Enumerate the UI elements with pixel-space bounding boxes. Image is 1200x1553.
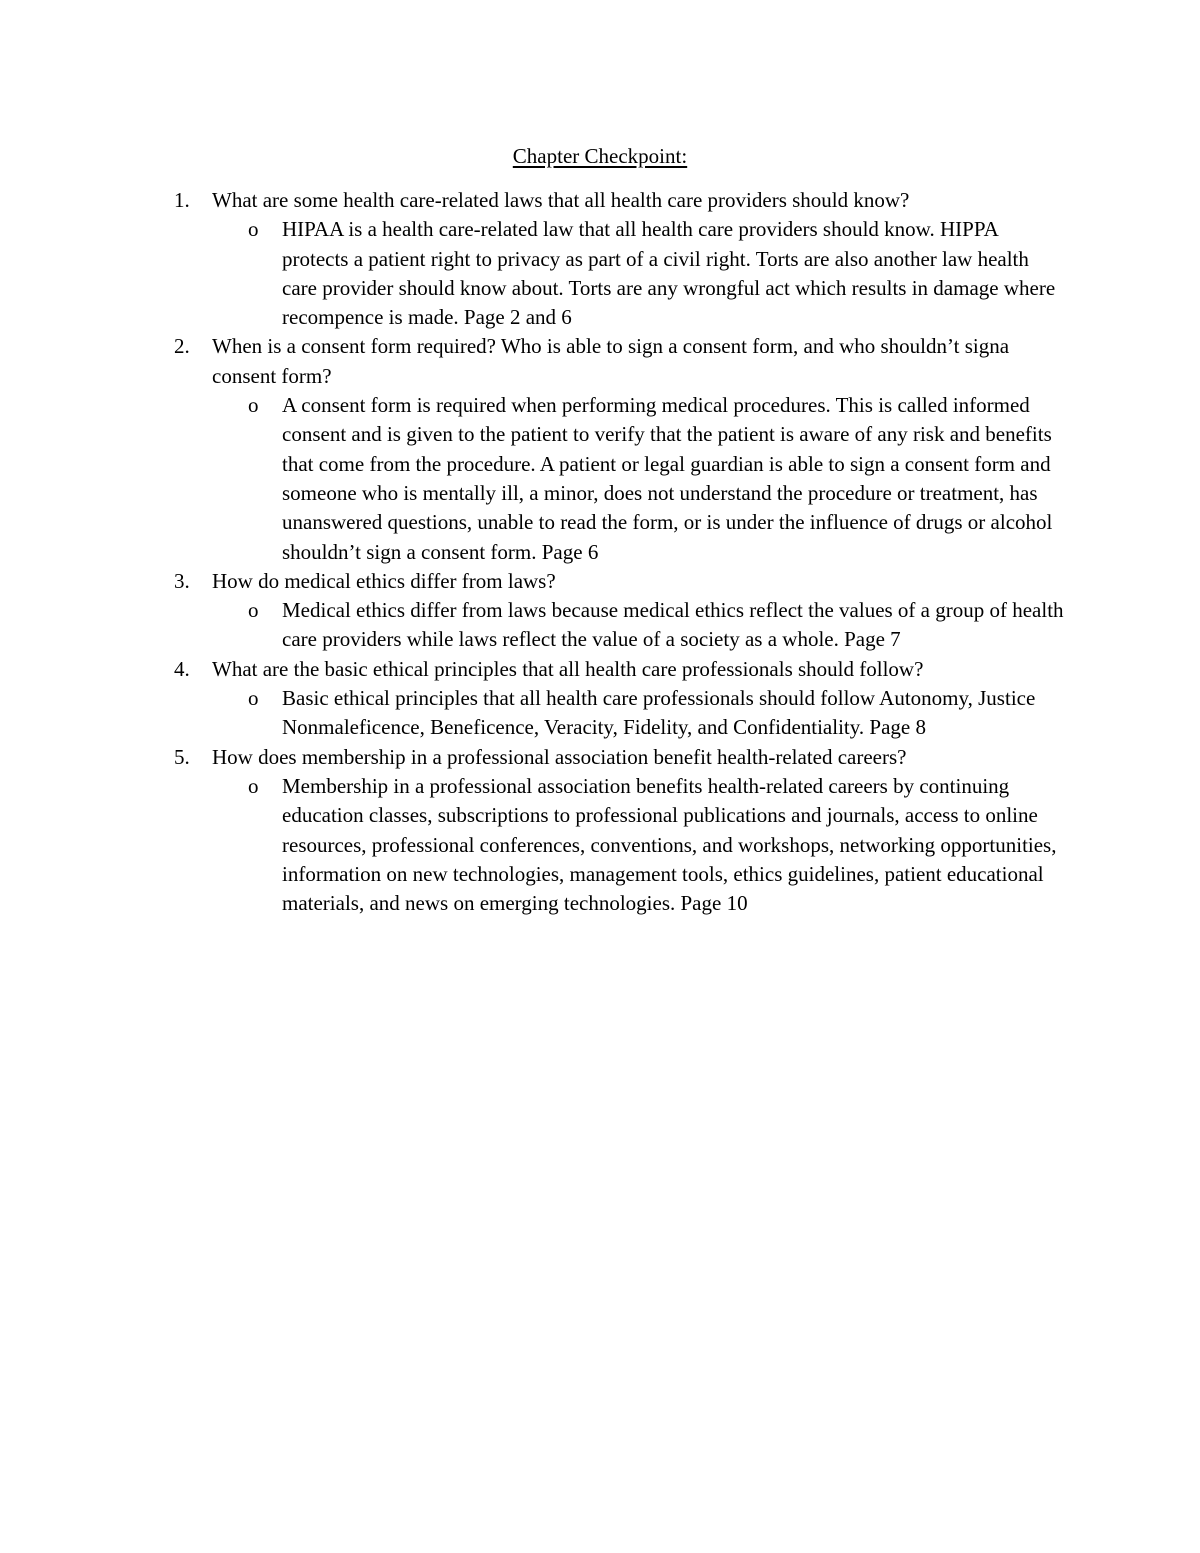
list-item-3 bbox=[174, 567, 1074, 655]
answer-text: Medical ethics differ from laws because medical ethics reflect the values of a group of health care providers while laws reflect the value of a society as a whole. Page 7 bbox=[282, 598, 1064, 652]
answer-block bbox=[248, 596, 1064, 655]
list-item-1 bbox=[174, 186, 1074, 332]
hollow-bullet-icon: o bbox=[248, 773, 259, 798]
question-text: When is a consent form required? Who is able to sign a consent form, and who shouldn’t signa consent form? bbox=[212, 334, 1010, 388]
question-text: How do medical ethics differ from laws? bbox=[212, 568, 556, 593]
answer-text: Basic ethical principles that all health care professionals should follow Autonomy, Justice Nonmaleficence, Beneficence, Veracity, Fidelity, and Confidentiality. Page 8 bbox=[282, 686, 1036, 740]
answer-text: Membership in a professional association benefits health-related careers by continuing education classes, subscriptions to professional publications and journals, access to online resources, professional conferences, conventions, and workshops, networking opportunities, information on new technologies, management tools, ethics guidelines, patient educational materials, and news on emerging technologies. Page 10 bbox=[282, 773, 1057, 916]
answer-block bbox=[248, 215, 1064, 332]
list-item-4 bbox=[174, 655, 1074, 743]
list-item-5 bbox=[174, 743, 1074, 919]
question-number: 3. bbox=[174, 568, 190, 593]
question-number: 1. bbox=[174, 188, 190, 212]
hollow-bullet-icon: o bbox=[248, 686, 259, 711]
question-number: 2. bbox=[174, 334, 190, 359]
question-text: How does membership in a professional association benefit health-related careers? bbox=[212, 744, 907, 769]
question-list bbox=[174, 186, 1074, 918]
question-text: What are the basic ethical principles that all health care professionals should follow? bbox=[212, 656, 924, 681]
answer-text: A consent form is required when performing medical procedures. This is called informed consent and is given to the patient to verify that the patient is aware of any risk and benefits that come from the procedure. A patient or legal guardian is able to sign a consent form and someone who is mentally ill, a minor, does not understand the procedure or treatment, has unanswered questions, unable to read the form, or is under the influence of drugs or alcohol shouldn’t sign a consent form. Page 6 bbox=[282, 393, 1053, 564]
question-number: 4. bbox=[174, 656, 190, 681]
hollow-bullet-icon: o bbox=[248, 217, 259, 242]
question-number: 5. bbox=[174, 744, 190, 769]
hollow-bullet-icon: o bbox=[248, 598, 259, 623]
answer-block bbox=[248, 684, 1064, 743]
hollow-bullet-icon: o bbox=[248, 393, 259, 418]
list-item-2 bbox=[174, 332, 1074, 566]
page-title: Chapter Checkpoint: bbox=[512, 144, 688, 168]
question-text: What are some health care-related laws that all health care providers should know? bbox=[212, 188, 910, 212]
answer-block bbox=[248, 391, 1064, 567]
answer-text: HIPAA is a health care-related law that all health care providers should know. HIPPA protects a patient right to privacy as part of a civil right. Torts are also another law health care provider should know about. Torts are any wrongful act which results in damage where recompence is made. Page 2 and 6 bbox=[282, 217, 1056, 330]
answer-block bbox=[248, 772, 1064, 918]
